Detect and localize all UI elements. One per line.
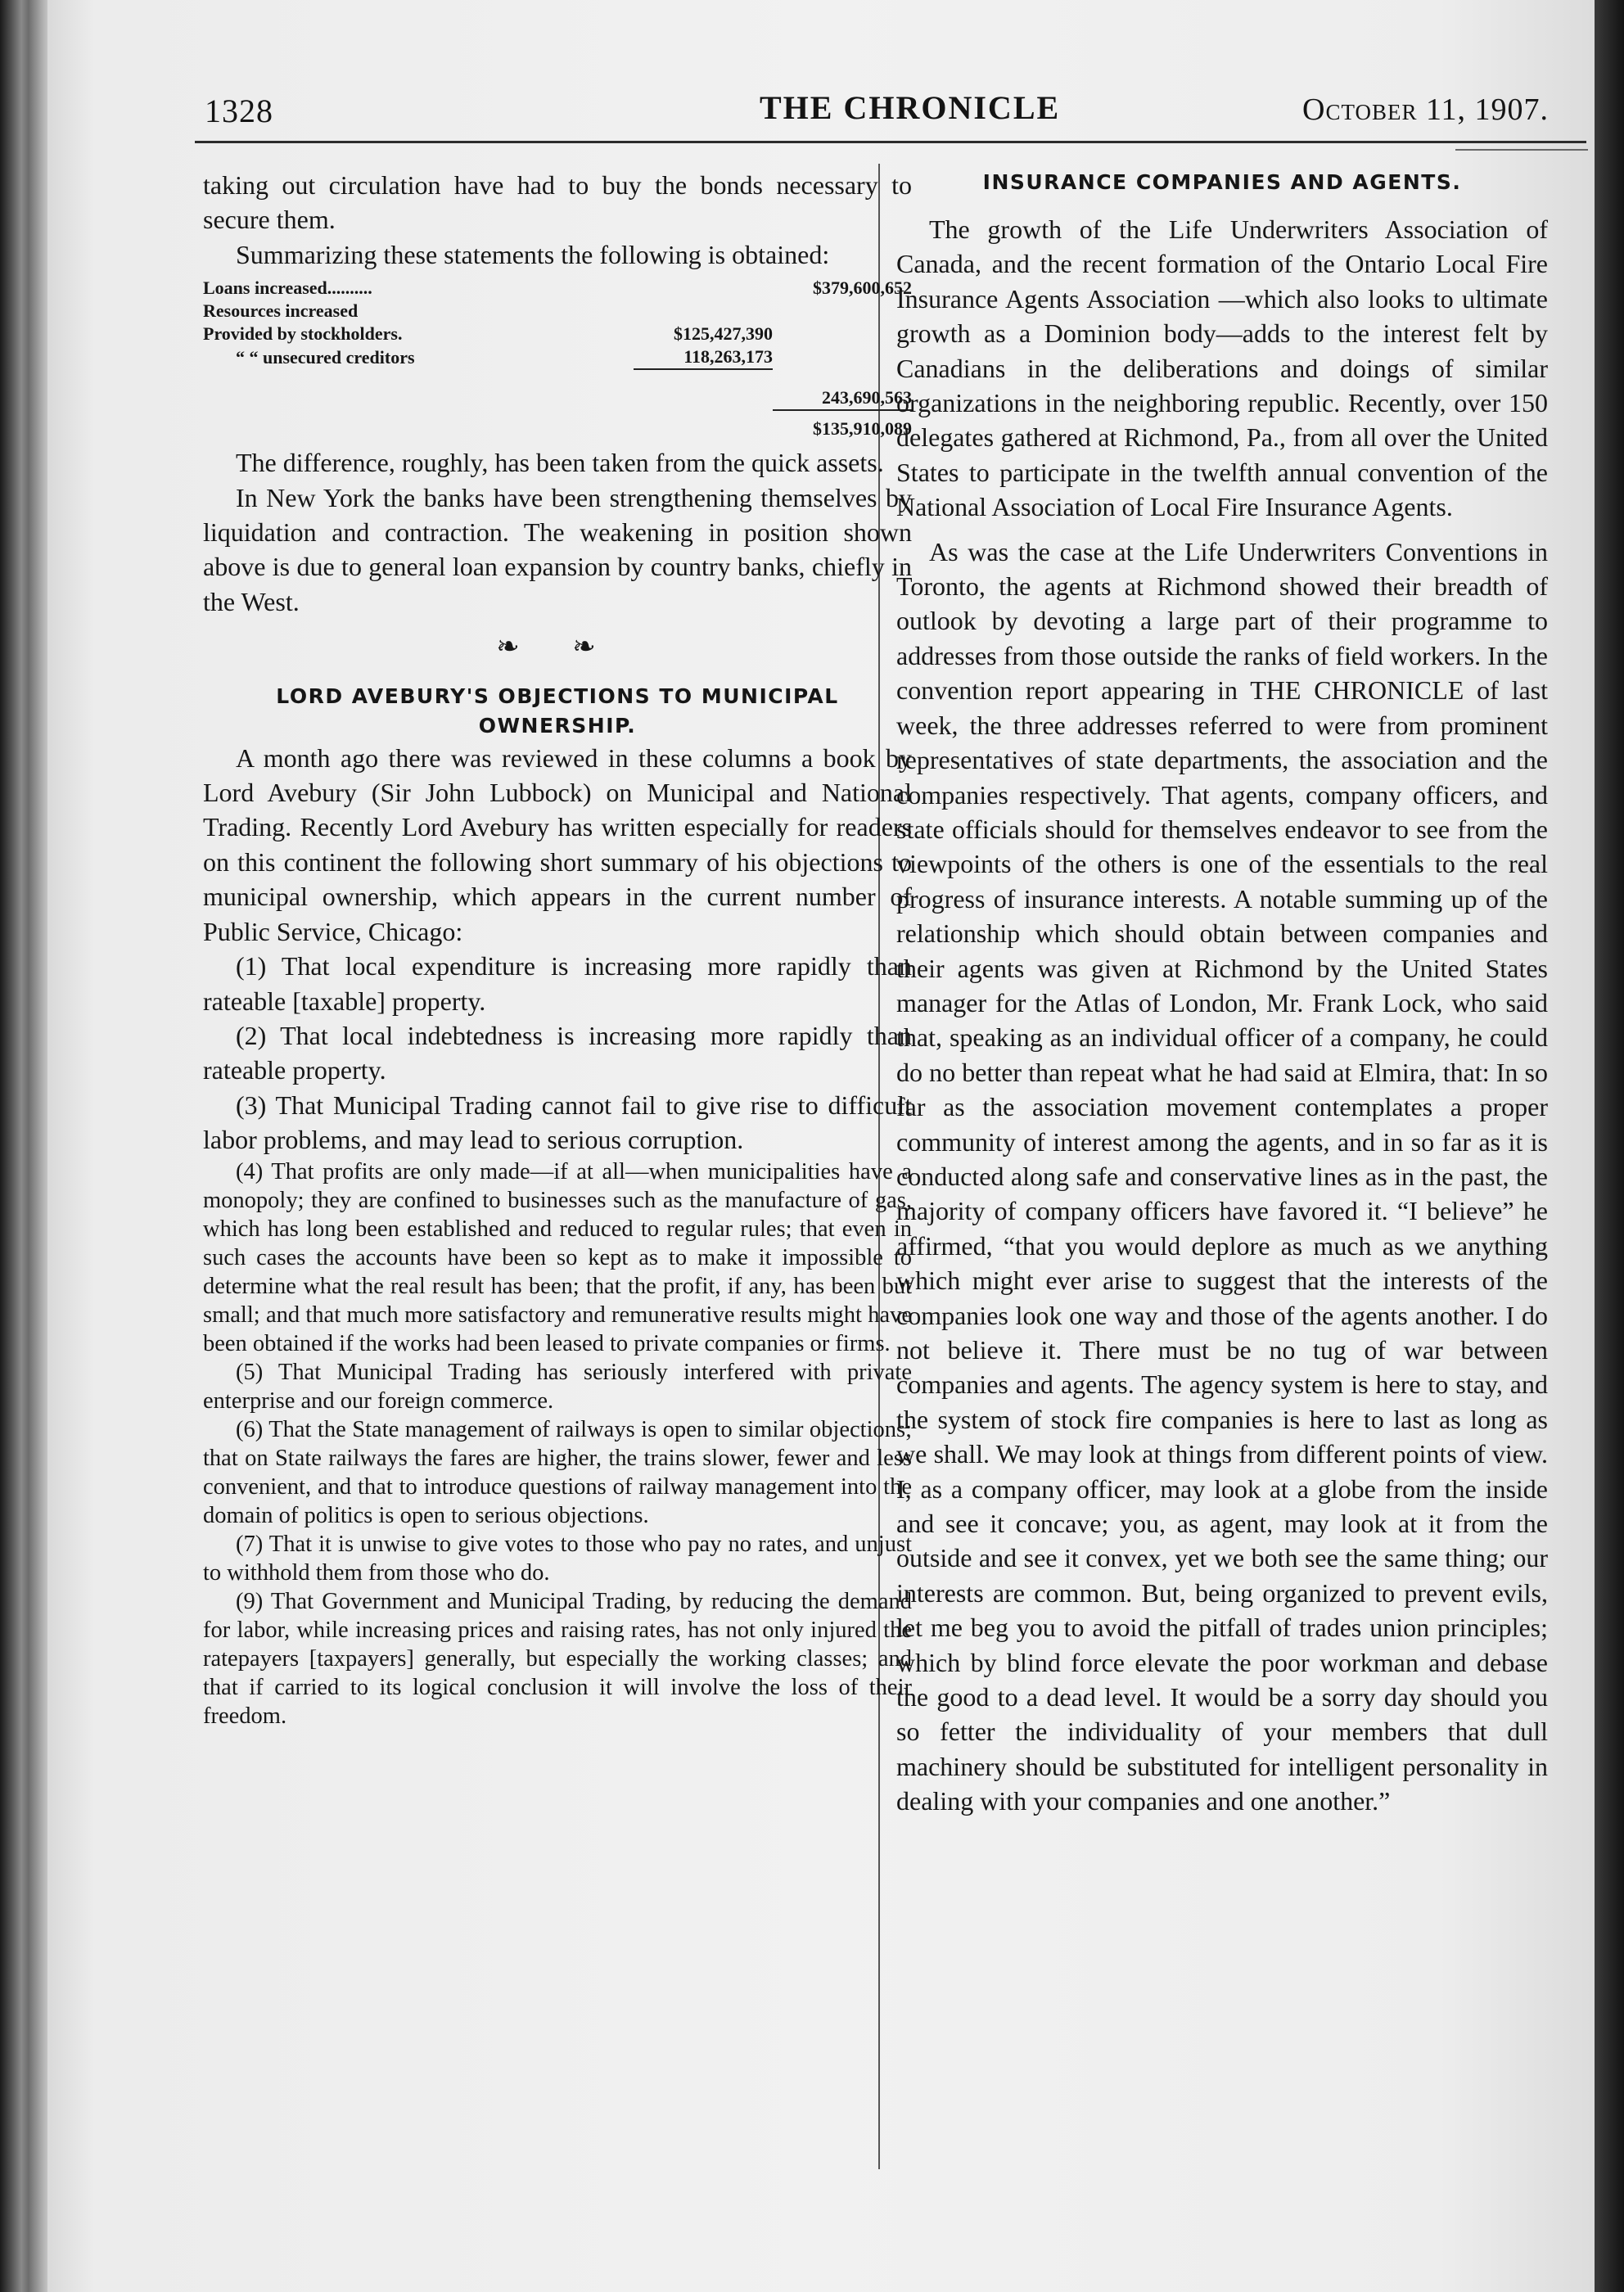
objection-item-6: (6) That the State management of railways is open to similar objections; that on State railways the fares are higher, the trains slower, fewer and less convenient, and that to introduce questions of railway management into the domain of politics is open to serious objections. xyxy=(203,1416,912,1528)
section-heading-avebury: LORD AVEBURY'S OBJECTIONS TO MUNICIPAL OWNERSHIP. xyxy=(276,684,839,738)
paragraph-difference: The difference, roughly, has been taken from the quick assets. xyxy=(236,448,884,478)
journal-title: THE CHRONICLE xyxy=(760,89,1061,126)
financial-summary-table xyxy=(203,277,912,440)
header-rule-secondary xyxy=(1455,149,1588,151)
table-cell-label: Loans increased.......... xyxy=(203,277,372,299)
objection-item-2: (2) That local indebtedness is increasing more rapidly than rateable property. xyxy=(203,1020,912,1085)
page-header xyxy=(47,85,1595,142)
section-ornament: ❧ ❧ xyxy=(496,632,619,663)
table-row xyxy=(203,345,912,369)
right-column xyxy=(896,168,1548,1819)
paragraph-summary: Summarizing these statements the following is obtained: xyxy=(236,239,830,269)
newspaper-page xyxy=(47,0,1595,2292)
table-row xyxy=(203,323,912,345)
table-row xyxy=(203,277,912,300)
paragraph-convention: As was the case at the Life Underwriters Conventions in Toronto, the agents at Richmond showed their breadth of outlook by devoting a large part of their programme to addresses from those outside the ranks of field workers. In the convention report appearing in THE CHRONICLE of last week, the three addresses referred to were from prominent representatives of state departments, the association and the companies respectively. That agents, company officers, and state officials should for themselves endeavor to see from the viewpoints of the others is one of the essentials to the real progress of insurance interests. A notable summing up of the relationship which should obtain between companies and their agents was given at Richmond by the United States manager for the Atlas of London, Mr. Frank Lock, who said that, speaking as an individual officer of a company, he could do no better than repeat what he had said at Elmira, that: In so far as the association movement contemplates a proper community of interest among the agents, and in so far as it is conducted along safe and conservative lines as in the past, the majority of company officers have favored it. “I believe” he affirmed, “that you would deplore as much as we anything which might ever arise to suggest that the interests of the companies look one way and those of the agents another. I do not believe it. There must be no tug of war between companies and agents. The agency system is here to stay, and the system of stock fire companies is here to last as long as we shall. We may look at things from different points of view. I, as a company officer, may look at a globe from the inside and see it concave; you, as agent, may look at it from the outside and see it convex, yet we both see the same thing; our interests are common. But, being organized to prevent evils, let me beg you to avoid the pitfall of trades union principles; which by blind force elevate the poor workman and debase the good to a dead level. It would be a sorry day should you so fetter the individuality of your members that dull machinery should be substituted for intelligent personality in dealing with your companies and one another.” xyxy=(896,536,1548,1816)
book-gutter xyxy=(0,0,47,2292)
table-cell-total: $135,910,089 xyxy=(813,418,912,440)
table-row xyxy=(203,386,912,410)
table-row xyxy=(203,410,912,440)
objection-item-7: (7) That it is unwise to give votes to those who pay no rates, and unjust to withhold them from those who do. xyxy=(203,1531,912,1586)
table-cell-value: $125,427,390 xyxy=(674,323,773,345)
table-cell-total: 243,690,563 xyxy=(773,386,912,410)
section-heading-insurance: INSURANCE COMPANIES AND AGENTS. xyxy=(982,170,1462,194)
objection-item-5: (5) That Municipal Trading has seriously interfered with private enterprise and our foreign commerce. xyxy=(203,1359,912,1414)
header-rule xyxy=(195,141,1586,143)
issue-date: October 11, 1907. xyxy=(1302,92,1550,127)
paragraph-month-ago: A month ago there was reviewed in these columns a book by Lord Avebury (Sir John Lubbock) on Municipal and National Trading. Recently Lord Avebury has written especially for readers on this continent the following short summary of his objections to municipal ownership, which appears in the current number of Public Service, Chicago: xyxy=(203,742,912,946)
objection-item-1: (1) That local expenditure is increasing more rapidly than rateable [taxable] property. xyxy=(203,951,912,1016)
objection-item-3: (3) That Municipal Trading cannot fail to give rise to difficult labor problems, and may lead to serious corruption. xyxy=(203,1090,912,1155)
table-cell-total: $379,600,652 xyxy=(813,277,912,299)
table-cell-label: “ “ unsecured creditors xyxy=(236,347,415,368)
left-column xyxy=(203,168,912,1730)
paragraph-intro: taking out circulation have had to buy the bonds necessary to secure them. xyxy=(203,170,912,235)
objection-item-4: (4) That profits are only made—if at all—when municipalities have a monopoly; they are confined to businesses such as the manufacture of gas, which has long been established and reduced to regular rules; that even in such cases the accounts have been so kept as to make it impossible to determine what the real result has been; that the profit, if any, has been but small; and that much more satisfactory and remunerative results might have been obtained if the works had been leased to private companies or firms. xyxy=(203,1158,912,1356)
scan-right-edge xyxy=(1595,0,1624,2292)
paragraph-new-york: In New York the banks have been strengthening themselves by liquidation and contraction. The weakening in position shown above is due to general loan expansion by country banks, chiefly in the West. xyxy=(203,482,912,616)
page-number: 1328 xyxy=(205,92,273,129)
table-cell-label: Resources increased xyxy=(203,300,359,322)
table-cell-label: Provided by stockholders. xyxy=(203,323,403,345)
paragraph-growth: The growth of the Life Underwriters Association of Canada, and the recent formation of the Ontario Local Fire Insurance Agents Association —which also looks to ultimate growth as a Dominion body—adds to the interest felt by Canadians in the deliberations and doings of similar organizations in the neighboring republic. Recently, over 150 delegates gathered at Richmond, Pa., from all over the United States to participate in the twelfth annual convention of the National Association of Local Fire Insurance Agents. xyxy=(896,214,1548,522)
table-cell-value: 118,263,173 xyxy=(634,345,773,369)
objection-item-9: (9) That Government and Municipal Trading, by reducing the demand for labor, while increasing prices and raising rates, has not only injured the ratepayers [taxpayers] generally, but especially the working classes; and that if carried to its logical conclusion it will involve the loss of their freedom. xyxy=(203,1588,912,1729)
table-row xyxy=(203,300,912,323)
